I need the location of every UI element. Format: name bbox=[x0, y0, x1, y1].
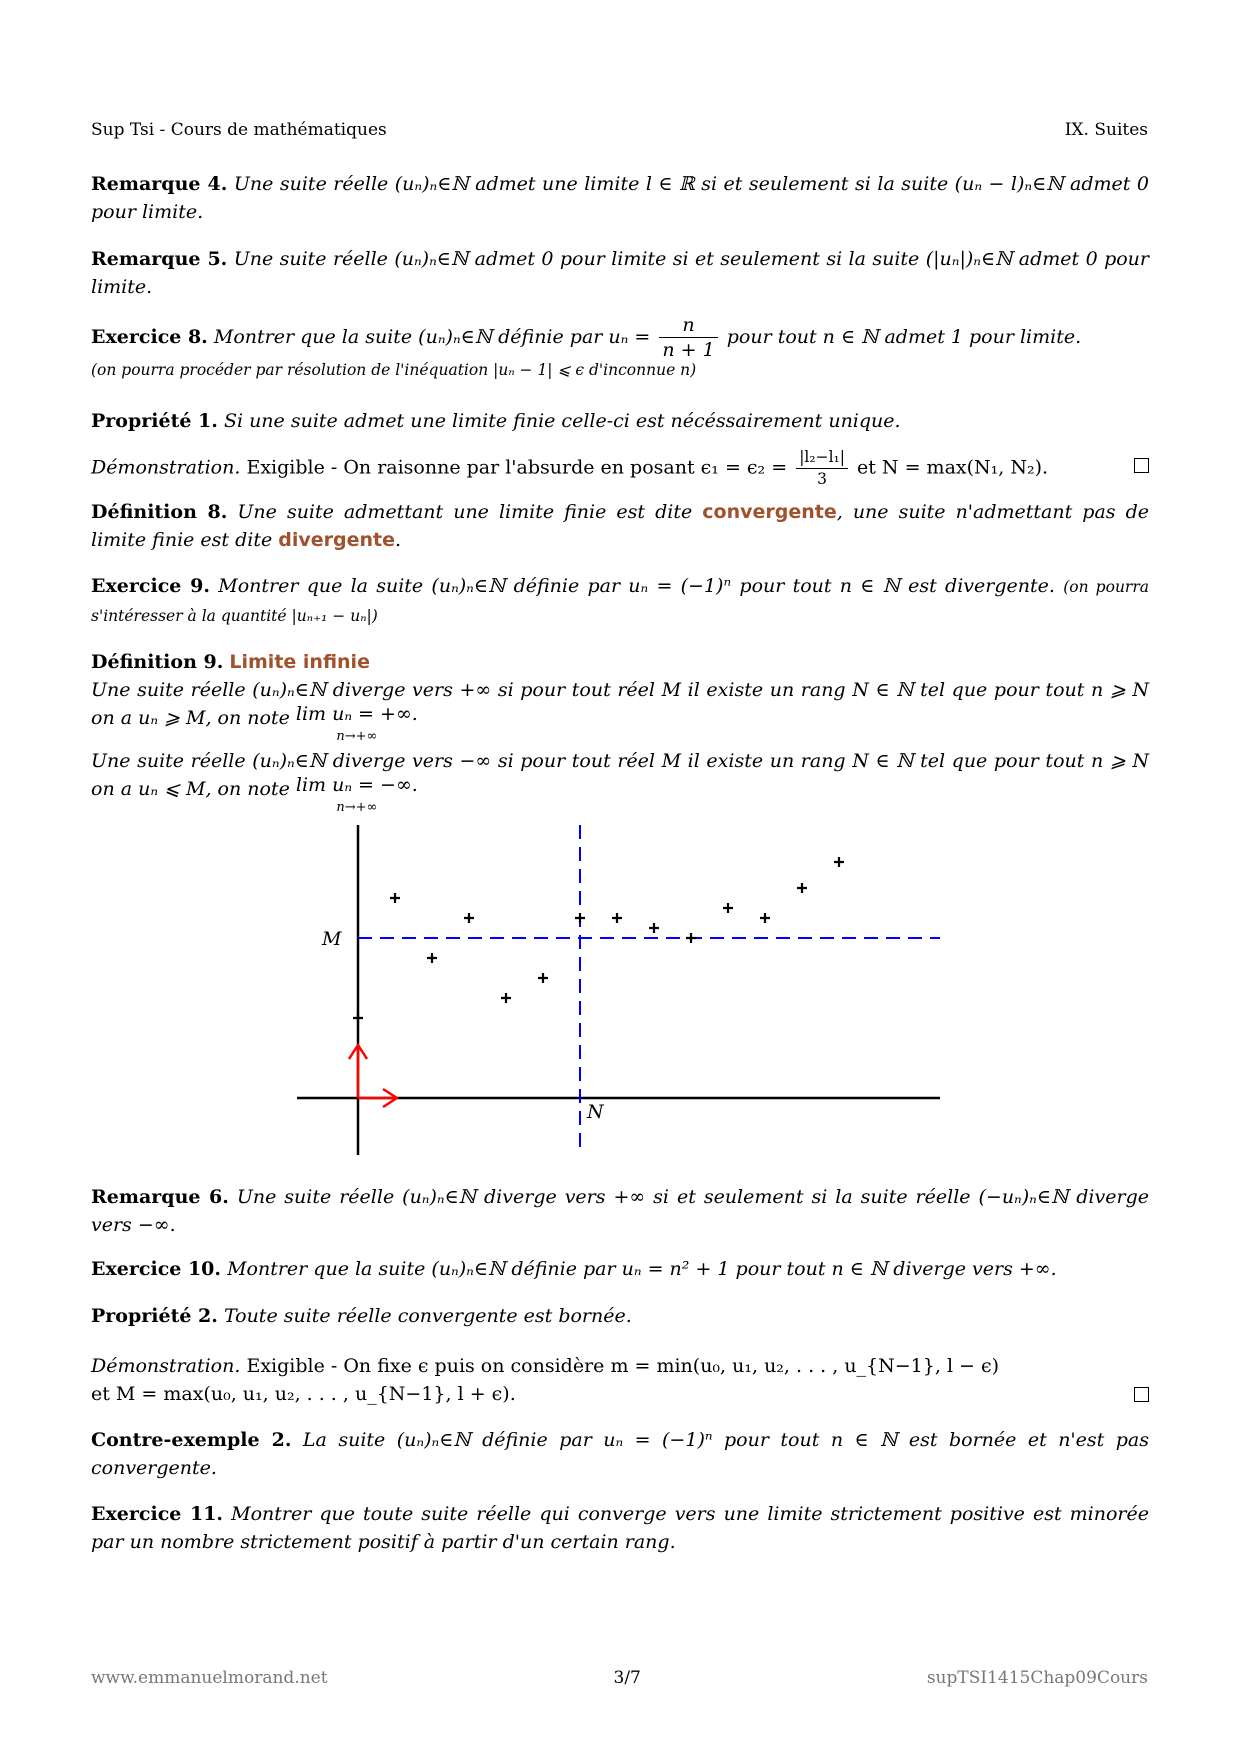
sequence-point-11 bbox=[760, 913, 770, 923]
remarque-4-text: Une suite réelle (uₙ)ₙ∈ℕ admet une limite l ∈ ℝ si et seulement si la suite (uₙ − l)ₙ∈ℕ admet 0 pour limite. bbox=[91, 173, 1149, 223]
limit-minus-infinity bbox=[296, 775, 418, 818]
sequence-point-7 bbox=[612, 913, 622, 923]
limit-plus-infinity bbox=[296, 704, 418, 747]
header-chapter: IX. Suites bbox=[1064, 120, 1148, 140]
definition-8-text-1: Une suite admettant une limite finie est dite bbox=[237, 501, 693, 523]
demonstration-1 bbox=[91, 450, 1149, 487]
definition-9 bbox=[91, 648, 1149, 818]
definition-9-label: Définition 9. bbox=[91, 651, 224, 673]
propriete-1 bbox=[91, 407, 1149, 435]
definition-8-text-2: , une suite n'admettant pas de limite finie est dite bbox=[91, 501, 1149, 551]
propriete-1-text: Si une suite admet une limite finie celle-ci est nécéssairement unique. bbox=[223, 410, 901, 432]
qed-square-icon bbox=[1134, 1387, 1149, 1402]
demonstration-2-label: Démonstration. bbox=[91, 1355, 241, 1377]
exercice-8-text-before: Montrer que la suite (uₙ)ₙ∈ℕ définie par uₙ = bbox=[213, 326, 651, 348]
sequence-point-8 bbox=[649, 923, 659, 933]
qed-square-icon bbox=[1134, 458, 1149, 473]
exercice-9-hint: (on pourra s'intéresser à la quantité |uₙ₊₁ − uₙ|) bbox=[91, 578, 1149, 625]
definition-9-line-1: Une suite réelle (uₙ)ₙ∈ℕ diverge vers +∞ si pour tout réel M il existe un rang N ∈ ℕ tel que pour tout n ⩾ N on a uₙ ⩾ M, on note bbox=[91, 679, 1149, 729]
propriete-2 bbox=[91, 1302, 1149, 1330]
exercice-8-fraction bbox=[659, 316, 717, 360]
exercice-11-label: Exercice 11. bbox=[91, 1503, 224, 1525]
demonstration-1-text-before: Exigible - On raisonne par l'absurde en posant ϵ₁ = ϵ₂ = bbox=[246, 456, 788, 479]
definition-9-title: Limite infinie bbox=[229, 651, 370, 673]
sequence-point-2 bbox=[427, 953, 437, 963]
definition-8-label: Définition 8. bbox=[91, 501, 228, 523]
exercice-10-label: Exercice 10. bbox=[91, 1258, 222, 1280]
figure-static bbox=[297, 825, 940, 1155]
exercice-8-hint: (on pourra procéder par résolution de l'inéquation |uₙ − 1| ⩽ ϵ d'inconnue n) bbox=[91, 361, 697, 379]
remarque-5-text: Une suite réelle (uₙ)ₙ∈ℕ admet 0 pour limite si et seulement si la suite (|uₙ|)ₙ∈ℕ admet 0 pour limite. bbox=[91, 248, 1149, 298]
limit-minus-infinity-sub: n→+∞ bbox=[336, 800, 378, 815]
exercice-8 bbox=[91, 316, 1149, 380]
header-course: Sup Tsi - Cours de mathématiques bbox=[91, 120, 387, 140]
contre-exemple-2-label: Contre-exemple 2. bbox=[91, 1429, 292, 1451]
sequence-point-4 bbox=[501, 993, 511, 1003]
exercice-8-text-after: pour tout n ∈ ℕ admet 1 pour limite. bbox=[726, 326, 1082, 348]
exercice-10 bbox=[91, 1255, 1149, 1283]
footer-page-number: 3/7 bbox=[613, 1668, 641, 1688]
definition-8-text-3: . bbox=[395, 529, 402, 551]
propriete-2-label: Propriété 2. bbox=[91, 1305, 218, 1327]
sequence-points bbox=[353, 857, 844, 1023]
remarque-6 bbox=[91, 1183, 1149, 1239]
page-header bbox=[91, 120, 1148, 140]
demonstration-1-text-after: et N = max(N₁, N₂). bbox=[857, 456, 1049, 479]
exercice-8-frac-num: n bbox=[682, 314, 695, 336]
page-footer bbox=[91, 1668, 1148, 1688]
propriete-2-text: Toute suite réelle convergente est bornée. bbox=[223, 1305, 632, 1327]
exercice-11 bbox=[91, 1500, 1149, 1556]
definition-9-minus-infinity bbox=[91, 747, 1149, 818]
demonstration-2-line-1: Exigible - On fixe ϵ puis on considère m = min(u₀, u₁, u₂, . . . , u_{N−1}, l − ϵ) bbox=[246, 1355, 1000, 1377]
exercice-10-text: Montrer que la suite (uₙ)ₙ∈ℕ définie par uₙ = n² + 1 pour tout n ∈ ℕ diverge vers +∞. bbox=[227, 1258, 1057, 1280]
sequence-point-6 bbox=[575, 913, 585, 923]
demonstration-2-line-2: et M = max(u₀, u₁, u₂, . . . , u_{N−1}, l + ϵ). bbox=[91, 1383, 516, 1405]
exercice-11-text: Montrer que toute suite réelle qui converge vers une limite strictement positive est minorée par un nombre strictement positif à partir d'un certain rang. bbox=[91, 1503, 1149, 1553]
propriete-1-label: Propriété 1. bbox=[91, 410, 218, 432]
sequence-point-10 bbox=[723, 903, 733, 913]
sequence-point-1 bbox=[390, 893, 400, 903]
sequence-point-9 bbox=[686, 933, 696, 943]
exercice-8-frac-den: n + 1 bbox=[659, 337, 717, 360]
label-N: N bbox=[587, 1101, 604, 1123]
sequence-point-5 bbox=[538, 973, 548, 983]
definition-9-plus-infinity bbox=[91, 676, 1149, 747]
definition-9-line-2: Une suite réelle (uₙ)ₙ∈ℕ diverge vers −∞ si pour tout réel M il existe un rang N ∈ ℕ tel que pour tout n ⩾ N on a uₙ ⩽ M, on note bbox=[91, 750, 1149, 800]
exercice-9-text: Montrer que la suite (uₙ)ₙ∈ℕ définie par uₙ = (−1)ⁿ pour tout n ∈ ℕ est divergente. bbox=[218, 575, 1055, 597]
remarque-4-label: Remarque 4. bbox=[91, 173, 228, 195]
contre-exemple-2-text: La suite (uₙ)ₙ∈ℕ définie par uₙ = (−1)ⁿ pour tout n ∈ ℕ est bornée et n'est pas convergente. bbox=[91, 1429, 1149, 1479]
contre-exemple-2 bbox=[91, 1426, 1149, 1482]
demonstration-1-frac-num: |l₂−l₁| bbox=[799, 448, 845, 466]
exercice-9 bbox=[91, 572, 1149, 630]
divergence-figure bbox=[280, 815, 960, 1160]
sequence-point-0 bbox=[353, 1013, 363, 1023]
exercice-9-label: Exercice 9. bbox=[91, 575, 211, 597]
sequence-point-12 bbox=[797, 883, 807, 893]
term-divergente: divergente bbox=[278, 529, 396, 551]
sequence-point-3 bbox=[464, 913, 474, 923]
definition-8 bbox=[91, 498, 1149, 554]
remarque-5-label: Remarque 5. bbox=[91, 248, 228, 270]
remarque-6-text: Une suite réelle (uₙ)ₙ∈ℕ diverge vers +∞ si et seulement si la suite réelle (−uₙ)ₙ∈ℕ diverge vers −∞. bbox=[91, 1186, 1149, 1236]
demonstration-2 bbox=[91, 1352, 1149, 1408]
term-convergente: convergente bbox=[702, 501, 837, 523]
demonstration-1-frac-den: 3 bbox=[796, 468, 848, 488]
footer-document-id: supTSI1415Chap09Cours bbox=[926, 1668, 1148, 1688]
remarque-6-label: Remarque 6. bbox=[91, 1186, 229, 1208]
label-M: M bbox=[322, 928, 342, 950]
remarque-5 bbox=[91, 245, 1149, 301]
sequence-point-13 bbox=[834, 857, 844, 867]
limit-minus-infinity-value: lim uₙ = −∞. bbox=[295, 774, 418, 796]
remarque-4 bbox=[91, 170, 1149, 226]
footer-website: www.emmanuelmorand.net bbox=[91, 1668, 328, 1688]
demonstration-1-label: Démonstration. bbox=[91, 456, 241, 479]
demonstration-1-fraction bbox=[796, 450, 848, 487]
limit-plus-infinity-sub: n→+∞ bbox=[336, 729, 378, 744]
limit-plus-infinity-value: lim uₙ = +∞. bbox=[295, 703, 418, 725]
exercice-8-label: Exercice 8. bbox=[91, 326, 208, 348]
